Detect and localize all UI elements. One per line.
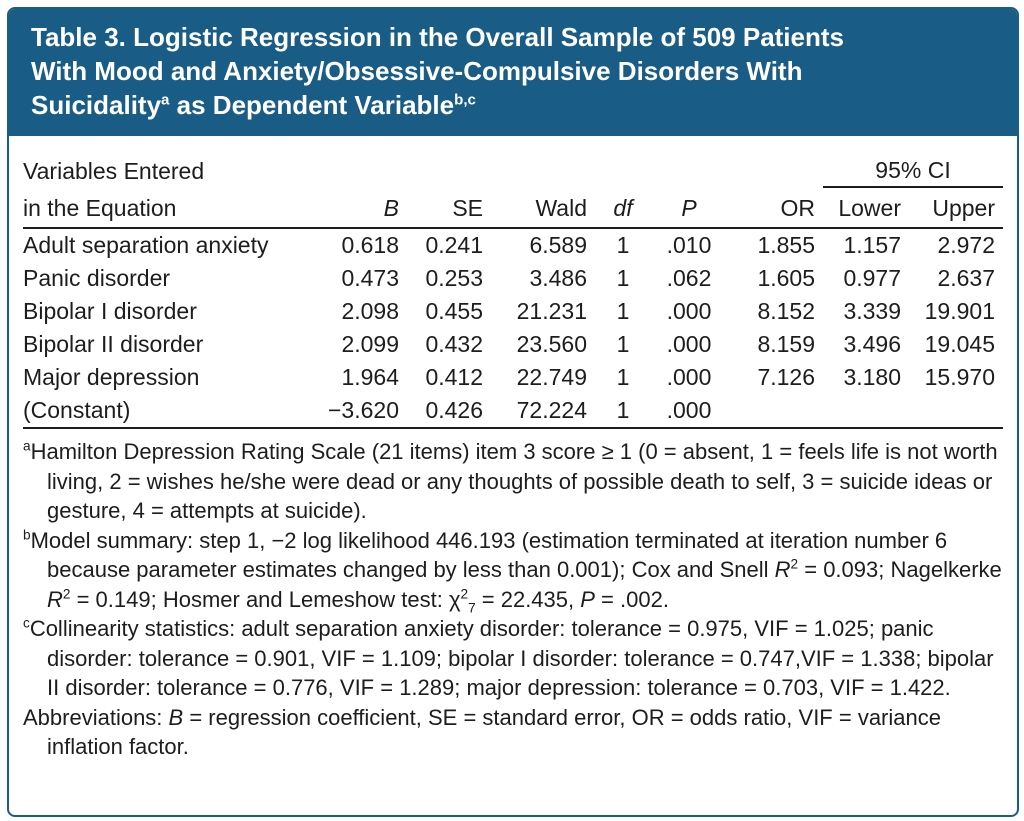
table-header — [23, 148, 1003, 228]
cell-b: 2.099 — [341, 331, 399, 357]
table-row — [23, 361, 1003, 394]
cell-wald: 21.231 — [516, 298, 587, 324]
row-label: Adult separation anxiety — [23, 232, 269, 258]
row-label: Bipolar I disorder — [23, 298, 197, 324]
cell-p: .000 — [666, 331, 712, 357]
cell-se: 0.426 — [407, 394, 491, 428]
footnote-abbreviations: Abbreviations: B = regression coefficient, SE = standard error, OR = odds ratio, VIF = variance inflation factor. — [23, 704, 941, 759]
cell-upper: 2.637 — [937, 265, 995, 291]
cell-or: 1.855 — [757, 232, 815, 258]
cell-upper: 2.972 — [937, 232, 995, 258]
col-header-p: P — [651, 187, 727, 228]
cell-b: 0.618 — [341, 232, 399, 258]
cell-se: 0.455 — [425, 298, 483, 324]
col-header-lower: Lower — [823, 187, 909, 228]
cell-lower — [823, 394, 909, 428]
footnote-a: $^a$Hamilton Depression Rating Scale (21 items) item 3 score ≥ 1 (0 = absent, 1 = feels life is not worth living, 2 = wishes he/she were dead or any thoughts of possible death to self, 3 = suicide ideas or gesture, 4 = attempts at suicide). — [23, 438, 998, 523]
cell-p: .000 — [666, 364, 712, 390]
table-header-row-2 — [23, 187, 1003, 228]
cell-se: 0.253 — [425, 265, 483, 291]
row-label: (Constant) — [23, 394, 323, 428]
cell-or: 8.152 — [757, 298, 815, 324]
cell-upper: 15.970 — [924, 364, 995, 390]
cell-wald: 22.749 — [516, 364, 587, 390]
col-header-se: SE — [407, 187, 491, 228]
col-group-header-95ci: 95% CI — [823, 148, 1003, 187]
footnotes — [23, 437, 1003, 762]
cell-or: 1.605 — [757, 265, 815, 291]
col-header-wald: Wald — [491, 187, 595, 228]
table-body — [23, 228, 1003, 428]
col-header-variables-line1: Variables Entered — [23, 158, 205, 184]
cell-df: 1 — [616, 364, 630, 390]
regression-table — [23, 148, 1003, 429]
cell-upper: 19.045 — [924, 331, 995, 357]
table-row — [23, 328, 1003, 361]
cell-lower: 0.977 — [843, 265, 901, 291]
row-label: Panic disorder — [23, 265, 171, 291]
col-header-upper: Upper — [909, 187, 1003, 228]
cell-df: 1 — [616, 331, 630, 357]
cell-se: 0.412 — [425, 364, 483, 390]
cell-wald: 3.486 — [529, 265, 587, 291]
cell-wald: 6.589 — [529, 232, 587, 258]
table-header-row-1 — [23, 148, 1003, 187]
cell-df: 1 — [595, 394, 651, 428]
cell-wald: 72.224 — [491, 394, 595, 428]
cell-upper — [909, 394, 1003, 428]
row-label: Major depression — [23, 364, 200, 390]
cell-df: 1 — [616, 232, 630, 258]
table-row — [23, 295, 1003, 328]
cell-b: −3.620 — [323, 394, 407, 428]
cell-p: .062 — [666, 265, 712, 291]
cell-or: 7.126 — [757, 364, 815, 390]
cell-lower: 3.496 — [843, 331, 901, 357]
cell-wald: 23.560 — [516, 331, 587, 357]
cell-b: 0.473 — [341, 265, 399, 291]
cell-p: .000 — [666, 298, 712, 324]
cell-or — [727, 394, 823, 428]
cell-b: 2.098 — [341, 298, 399, 324]
col-header-or: OR — [727, 187, 823, 228]
cell-se: 0.432 — [425, 331, 483, 357]
table-row — [23, 228, 1003, 262]
cell-lower: 1.157 — [843, 232, 901, 258]
row-label: Bipolar II disorder — [23, 331, 204, 357]
cell-lower: 3.339 — [843, 298, 901, 324]
cell-lower: 3.180 — [843, 364, 901, 390]
table-row — [23, 262, 1003, 295]
col-header-df: df — [595, 187, 651, 228]
cell-se: 0.241 — [425, 232, 483, 258]
table-card — [7, 7, 1019, 817]
cell-upper: 19.901 — [924, 298, 995, 324]
cell-p: .000 — [651, 394, 727, 428]
cell-df: 1 — [616, 298, 630, 324]
table-title-bar — [9, 9, 1017, 136]
col-header-variables-line2: in the Equation — [23, 187, 323, 228]
table-row — [23, 394, 1003, 428]
col-header-b: B — [323, 187, 407, 228]
cell-or: 8.159 — [757, 331, 815, 357]
table-title: Table 3. Logistic Regression in the Overall Sample of 509 Patients With Mood and Anxiety/Obsessive-Compulsive Disorders With Suicidality$^a$ as Dependent Variable$^{b,c}$ — [31, 22, 844, 120]
cell-b: 1.964 — [341, 364, 399, 390]
header-spacer — [323, 148, 823, 187]
cell-p: .010 — [666, 232, 712, 258]
footnote-b: $^b$Model summary: step 1, −2 log likelihood 446.193 (estimation terminated at iteration number 6 because parameter estimates changed by less than 0.001); Cox and Snell $R^2 = 0.093$; Nagelkerke $R^2 = 0.149$; Hosmer and Lemeshow test: $\chi^2_7 = 22.435$, P = .002. — [23, 527, 1002, 615]
cell-df: 1 — [616, 265, 630, 291]
footnote-c: $^c$Collinearity statistics: adult separation anxiety disorder: tolerance = 0.975, VIF = 1.025; panic disorder: tolerance = 0.901, VIF = 1.109; bipolar I disorder: tolerance = 0.747,VIF = 1.338; bipolar II disorder: tolerance = 0.776, VIF = 1.289; major depression: tolerance = 0.703, VIF = 1.422. — [23, 615, 994, 700]
